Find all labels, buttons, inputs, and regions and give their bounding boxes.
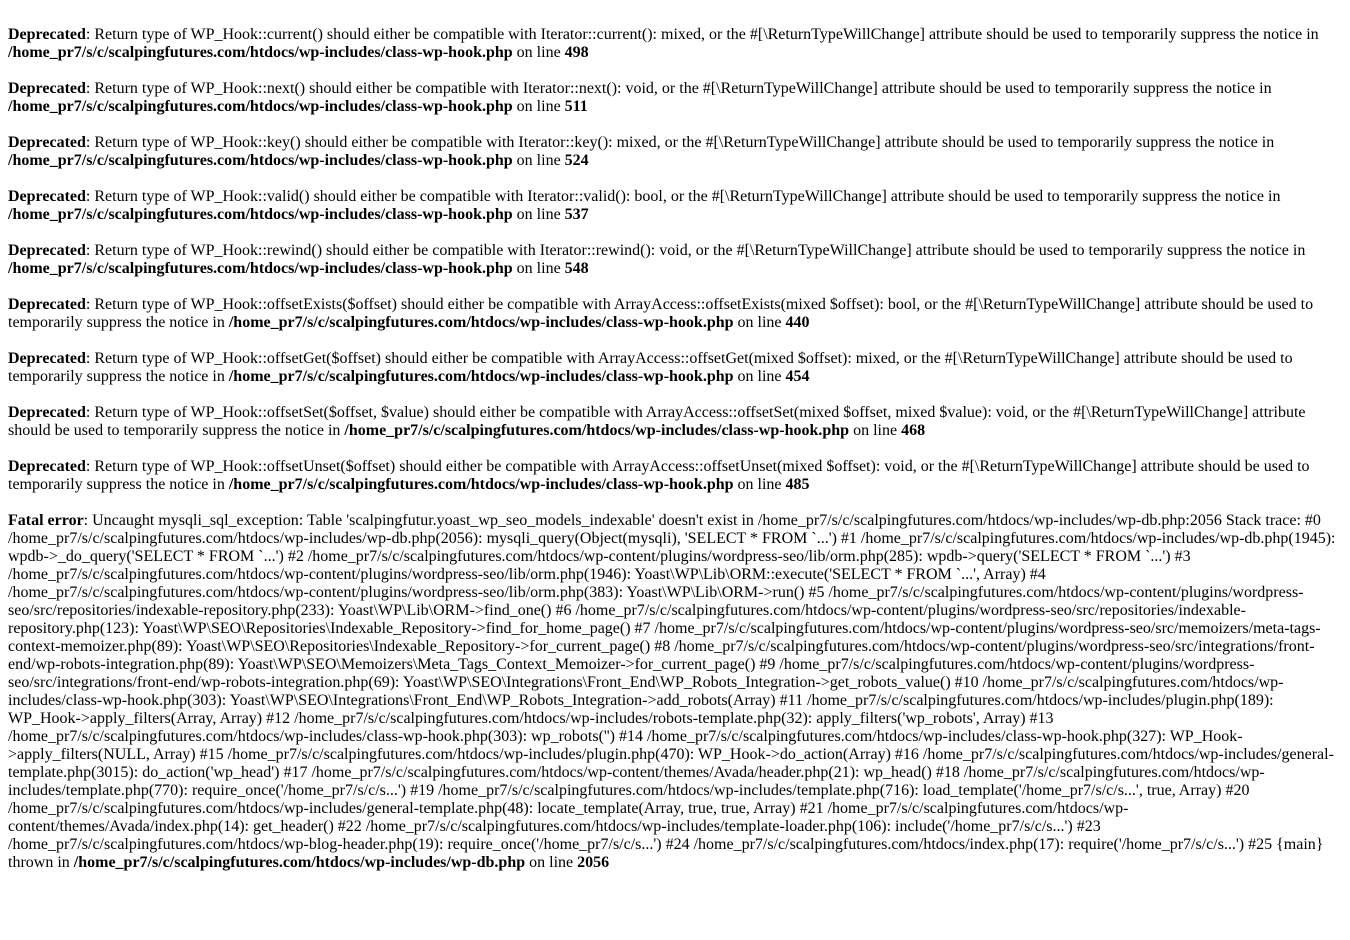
notice-file: /home_pr7/s/c/scalpingfutures.com/htdocs/wp-includes/class-wp-hook.php xyxy=(8,152,513,169)
deprecated-notice xyxy=(8,350,1342,386)
fatal-error-level: Fatal error xyxy=(8,512,84,529)
notice-line-number: 498 xyxy=(564,44,589,61)
notice-file: /home_pr7/s/c/scalpingfutures.com/htdocs/wp-includes/class-wp-hook.php xyxy=(8,98,513,115)
notice-level: Deprecated xyxy=(8,26,86,43)
notice-file: /home_pr7/s/c/scalpingfutures.com/htdocs/wp-includes/class-wp-hook.php xyxy=(8,260,513,277)
notice-file: /home_pr7/s/c/scalpingfutures.com/htdocs/wp-includes/class-wp-hook.php xyxy=(228,314,734,331)
deprecated-notice xyxy=(8,188,1342,224)
notice-file: /home_pr7/s/c/scalpingfutures.com/htdocs/wp-includes/class-wp-hook.php xyxy=(8,44,513,61)
notice-on-line: on line xyxy=(733,314,786,331)
notice-file: /home_pr7/s/c/scalpingfutures.com/htdocs/wp-includes/class-wp-hook.php xyxy=(344,422,850,439)
notice-message: : Return type of WP_Hook::offsetGet($offset) should either be compatible with ArrayAccess::offsetGet(mixed $offset): mixed, or the #[\ReturnTypeWillChange] attribute should be used to temporarily suppress the notice in xyxy=(8,350,1293,385)
notice-message: : Return type of WP_Hook::key() should either be compatible with Iterator::key(): mixed, or the #[\ReturnTypeWillChange] attribute should be used to temporarily suppress the notice in xyxy=(85,134,1275,151)
notice-message: : Return type of WP_Hook::current() should either be compatible with Iterator::current(): mixed, or the #[\ReturnTypeWillChange] attribute should be used to temporarily suppress the notice in xyxy=(85,26,1319,43)
notice-on-line: on line xyxy=(733,476,786,493)
notice-on-line: on line xyxy=(512,152,565,169)
deprecated-notice xyxy=(8,134,1342,170)
notice-level: Deprecated xyxy=(8,80,86,97)
notice-file: /home_pr7/s/c/scalpingfutures.com/htdocs/wp-includes/class-wp-hook.php xyxy=(228,476,734,493)
notice-level: Deprecated xyxy=(8,188,86,205)
notice-line-number: 485 xyxy=(785,476,810,493)
notice-on-line: on line xyxy=(512,98,565,115)
notice-on-line: on line xyxy=(512,260,565,277)
notice-line-number: 468 xyxy=(901,422,926,439)
notice-level: Deprecated xyxy=(8,242,86,259)
notice-line-number: 524 xyxy=(564,152,589,169)
notice-message: : Return type of WP_Hook::offsetExists($offset) should either be compatible with ArrayAccess::offsetExists(mixed $offset): bool, or the #[\ReturnTypeWillChange] attribute should be used to temporarily suppress the notice in xyxy=(8,296,1314,331)
notice-line-number: 440 xyxy=(785,314,810,331)
notice-level: Deprecated xyxy=(8,350,86,367)
notice-file: /home_pr7/s/c/scalpingfutures.com/htdocs/wp-includes/class-wp-hook.php xyxy=(8,206,513,223)
fatal-error-message: : Uncaught mysqli_sql_exception: Table 'scalpingfutur.yoast_wp_seo_models_indexable' doesn't exist in /home_pr7/s/c/scalpingfutures.com/htdocs/wp-includes/wp-db.php:2056 Stack trace: #0 /home_pr7/s/c/scalpingfutures.com/htdocs/wp-includes/wp-db.php(2056): mysqli_query(Object(mysqli), 'SELECT * FROM `...') #1 /home_pr7/s/c/scalpingfutures.com/htdocs/wp-includes/wp-db.php(1945): wpdb->_do_query('SELECT * FROM `...') #2 /home_pr7/s/c/scalpingfutures.com/htdocs/wp-content/plugins/wordpress-seo/lib/orm.php(285): wpdb->query('SELECT * FROM `...') #3 /home_pr7/s/c/scalpingfutures.com/htdocs/wp-content/plugins/wordpress-seo/lib/orm.php(1946): Yoast\WP\Lib\ORM::execute('SELECT * FROM `...', Array) #4 /home_pr7/s/c/scalpingfutures.com/htdocs/wp-content/plugins/wordpress-seo/lib/orm.php(383): Yoast\WP\Lib\ORM->run() #5 /home_pr7/s/c/scalpingfutures.com/htdocs/wp-content/plugins/wordpress-seo/src/repositories/indexable-repository.php(233): Yoast\WP\Lib\ORM->find_one() #6 /home_pr7/s/c/scalpingfutures.com/htdocs/wp-content/plugins/wordpress-seo/src/repositories/indexable-repository.php(123): Yoast\WP\SEO\Repositories\Indexable_Repository->find_for_home_page() #7 /home_pr7/s/c/scalpingfutures.com/htdocs/wp-content/plugins/wordpress-seo/src/memoizers/meta-tags-context-memoizer.php(89): Yoast\WP\SEO\Repositories\Indexable_Repository->for_current_page() #8 /home_pr7/s/c/scalpingfutures.com/htdocs/wp-content/plugins/wordpress-seo/src/integrations/front-end/wp-robots-integration.php(89): Yoast\WP\SEO\Memoizers\Meta_Tags_Context_Memoizer->for_current_page() #9 /home_pr7/s/c/scalpingfutures.com/htdocs/wp-content/plugins/wordpress-seo/src/integrations/front-end/wp-robots-integration.php(69): Yoast\WP\SEO\Integrations\Front_End\WP_Robots_Integration->get_robots_value() #10 /home_pr7/s/c/scalpingfutures.com/htdocs/wp-includes/class-wp-hook.php(303): Yoast\WP\SEO\Integrations\Front_End\WP_Robots_Integration->add_robots(Array) #11 /home_pr7/s/c/scalpingfutures.com/htdocs/wp-includes/plugin.php(189): WP_Hook->apply_filters(Array, Array) #12 /home_pr7/s/c/scalpingfutures.com/htdocs/wp-includes/robots-template.php(32): apply_filters('wp_robots', Array) #13 /home_pr7/s/c/scalpingfutures.com/htdocs/wp-includes/class-wp-hook.php(303): wp_robots('') #14 /home_pr7/s/c/scalpingfutures.com/htdocs/wp-includes/class-wp-hook.php(327): WP_Hook->apply_filters(NULL, Array) #15 /home_pr7/s/c/scalpingfutures.com/htdocs/wp-includes/plugin.php(470): WP_Hook->do_action(Array) #16 /home_pr7/s/c/scalpingfutures.com/htdocs/wp-includes/general-template.php(3015): do_action('wp_head') #17 /home_pr7/s/c/scalpingfutures.com/htdocs/wp-content/themes/Avada/header.php(21): wp_head() #18 /home_pr7/s/c/scalpingfutures.com/htdocs/wp-includes/template.php(770): require_once('/home_pr7/s/c/s...') #19 /home_pr7/s/c/scalpingfutures.com/htdocs/wp-includes/template.php(716): load_template('/home_pr7/s/c/s...', true, Array) #20 /home_pr7/s/c/scalpingfutures.com/htdocs/wp-includes/general-template.php(48): locate_template(Array, true, true, Array) #21 /home_pr7/s/c/scalpingfutures.com/htdocs/wp-content/themes/Avada/index.php(14): get_header() #22 /home_pr7/s/c/scalpingfutures.com/htdocs/wp-includes/template-loader.php(106): include('/home_pr7/s/c/s...') #23 /home_pr7/s/c/scalpingfutures.com/htdocs/wp-blog-header.php(19): require_once('/home_pr7/s/c/s...') #24 /home_pr7/s/c/scalpingfutures.com/htdocs/index.php(17): require('/home_pr7/s/c/s...') #25 {main} thrown in xyxy=(8,512,1336,871)
notice-message: : Return type of WP_Hook::offsetSet($offset, $value) should either be compatible with ArrayAccess::offsetSet(mixed $offset, mixed $value): void, or the #[\ReturnTypeWillChange] attribute should be used to temporarily suppress the notice in xyxy=(8,404,1306,439)
notice-on-line: on line xyxy=(849,422,902,439)
notice-message: : Return type of WP_Hook::offsetUnset($offset) should either be compatible with ArrayAccess::offsetUnset(mixed $offset): void, or the #[\ReturnTypeWillChange] attribute should be used to temporarily suppress the notice in xyxy=(8,458,1310,493)
deprecated-notice xyxy=(8,404,1342,440)
deprecated-notice xyxy=(8,458,1342,494)
notice-level: Deprecated xyxy=(8,134,86,151)
notice-level: Deprecated xyxy=(8,404,86,421)
deprecated-notice xyxy=(8,296,1342,332)
notice-line-number: 454 xyxy=(785,368,810,385)
notice-level: Deprecated xyxy=(8,458,86,475)
fatal-error-on-line: on line xyxy=(525,854,578,871)
notice-on-line: on line xyxy=(512,44,565,61)
notice-message: : Return type of WP_Hook::next() should either be compatible with Iterator::next(): void, or the #[\ReturnTypeWillChange] attribute should be used to temporarily suppress the notice in xyxy=(85,80,1272,97)
notice-line-number: 511 xyxy=(564,98,588,115)
fatal-error-line-number: 2056 xyxy=(577,854,610,871)
deprecated-notice xyxy=(8,242,1342,278)
notice-file: /home_pr7/s/c/scalpingfutures.com/htdocs/wp-includes/class-wp-hook.php xyxy=(228,368,734,385)
notice-message: : Return type of WP_Hook::valid() should either be compatible with Iterator::valid(): bool, or the #[\ReturnTypeWillChange] attribute should be used to temporarily suppress the notice in xyxy=(85,188,1281,205)
deprecated-notice xyxy=(8,26,1342,62)
notice-level: Deprecated xyxy=(8,296,86,313)
notice-line-number: 548 xyxy=(564,260,589,277)
notice-message: : Return type of WP_Hook::rewind() should either be compatible with Iterator::rewind(): void, or the #[\ReturnTypeWillChange] attribute should be used to temporarily suppress the notice in xyxy=(85,242,1306,259)
fatal-error-file: /home_pr7/s/c/scalpingfutures.com/htdocs/wp-includes/wp-db.php xyxy=(73,854,526,871)
notice-line-number: 537 xyxy=(564,206,589,223)
fatal-error-notice xyxy=(8,512,1342,872)
deprecated-notice xyxy=(8,80,1342,116)
notice-on-line: on line xyxy=(512,206,565,223)
notice-on-line: on line xyxy=(733,368,786,385)
